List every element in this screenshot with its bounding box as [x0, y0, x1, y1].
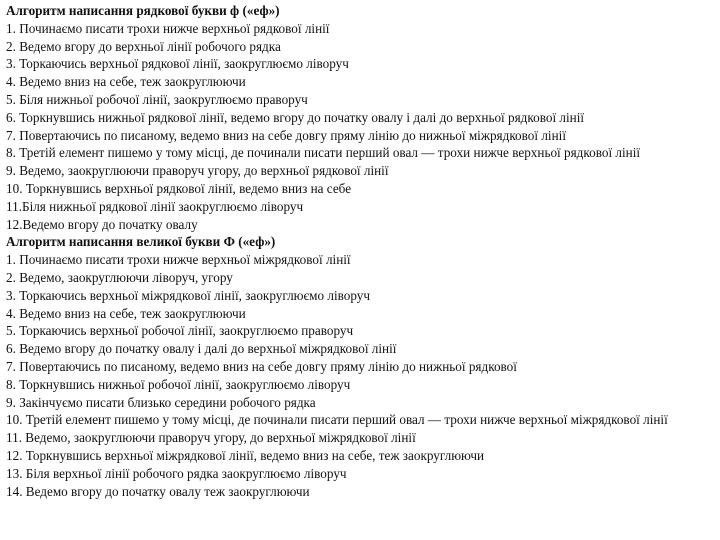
step-item: 13. Біля верхньої лінії робочого рядка заокруглюємо ліворуч: [6, 465, 347, 481]
step-item: 3. Торкаючись верхньої міжрядкової лінії, заокруглюємо ліворуч: [6, 287, 371, 303]
section-heading: Алгоритм написання великої букви Ф («еф»): [6, 234, 276, 250]
step-item: 5. Торкаючись верхньої робочої лінії, заокруглюємо праворуч: [6, 323, 354, 339]
step-item: 2. Ведемо вгору до верхньої лінії робочого рядка: [6, 38, 281, 54]
step-item: 5. Біля нижньої робочої лінії, заокруглюємо праворуч: [6, 91, 308, 107]
step-item: 1. Починаємо писати трохи нижче верхньої рядкової лінії: [6, 20, 330, 36]
step-item: 4. Ведемо вниз на себе, теж заокруглюючи: [6, 74, 246, 90]
step-item: 8. Третій елемент пишемо у тому місці, де починали писати перший овал — трохи нижче верхньої рядкової лінії: [6, 145, 641, 161]
step-item: 1. Починаємо писати трохи нижче верхньої міжрядкової лінії: [6, 252, 351, 268]
section-heading: Алгоритм написання рядкової букви ф («еф»): [6, 3, 280, 18]
step-item: 2. Ведемо, заокруглюючи ліворуч, угору: [6, 269, 233, 285]
step-item: 14. Ведемо вгору до початку овалу теж заокруглюючи: [6, 483, 310, 499]
step-item: 6. Ведемо вгору до початку овалу і далі до верхньої міжрядкової лінії: [6, 341, 397, 357]
section-uppercase-ef: [6, 233, 716, 500]
step-item: 11.Біля нижньої рядкової лінії заокруглюємо ліворуч: [6, 198, 304, 214]
step-item: 12.Ведемо вгору до початку овалу: [6, 216, 198, 232]
section-lowercase-ef: [6, 2, 716, 233]
step-item: 8. Торкнувшись нижньої робочої лінії, заокруглюємо ліворуч: [6, 376, 351, 392]
step-item: 3. Торкаючись верхньої рядкової лінії, заокруглюємо ліворуч: [6, 56, 349, 72]
document-body: [6, 2, 716, 500]
step-item: 4. Ведемо вниз на себе, теж заокруглюючи: [6, 305, 246, 321]
step-item: 10. Торкнувшись верхньої рядкової лінії, ведемо вниз на себе: [6, 180, 352, 196]
step-item: 9. Закінчуємо писати близько середини робочого рядка: [6, 394, 316, 410]
step-item: 7. Повертаючись по писаному, ведемо вниз на себе довгу пряму лінію до нижньої міжрядкової лінії: [6, 127, 566, 143]
step-item: 10. Третій елемент пишемо у тому місці, де починали писати перший овал — трохи нижче верхньої міжрядкової лінії: [6, 412, 668, 428]
step-item: 6. Торкнувшись нижньої рядкової лінії, ведемо вгору до початку овалу і далі до верхньої рядкової лінії: [6, 109, 585, 125]
step-item: 12. Торкнувшись верхньої міжрядкової лінії, ведемо вниз на себе, теж заокруглюючи: [6, 447, 485, 463]
step-item: 7. Повертаючись по писаному, ведемо вниз на себе довгу пряму лінію до нижньої рядкової: [6, 358, 517, 374]
step-item: 9. Ведемо, заокруглюючи праворуч угору, до верхньої рядкової лінії: [6, 163, 389, 179]
step-item: 11. Ведемо, заокруглюючи праворуч угору, до верхньої міжрядкової лінії: [6, 430, 416, 446]
